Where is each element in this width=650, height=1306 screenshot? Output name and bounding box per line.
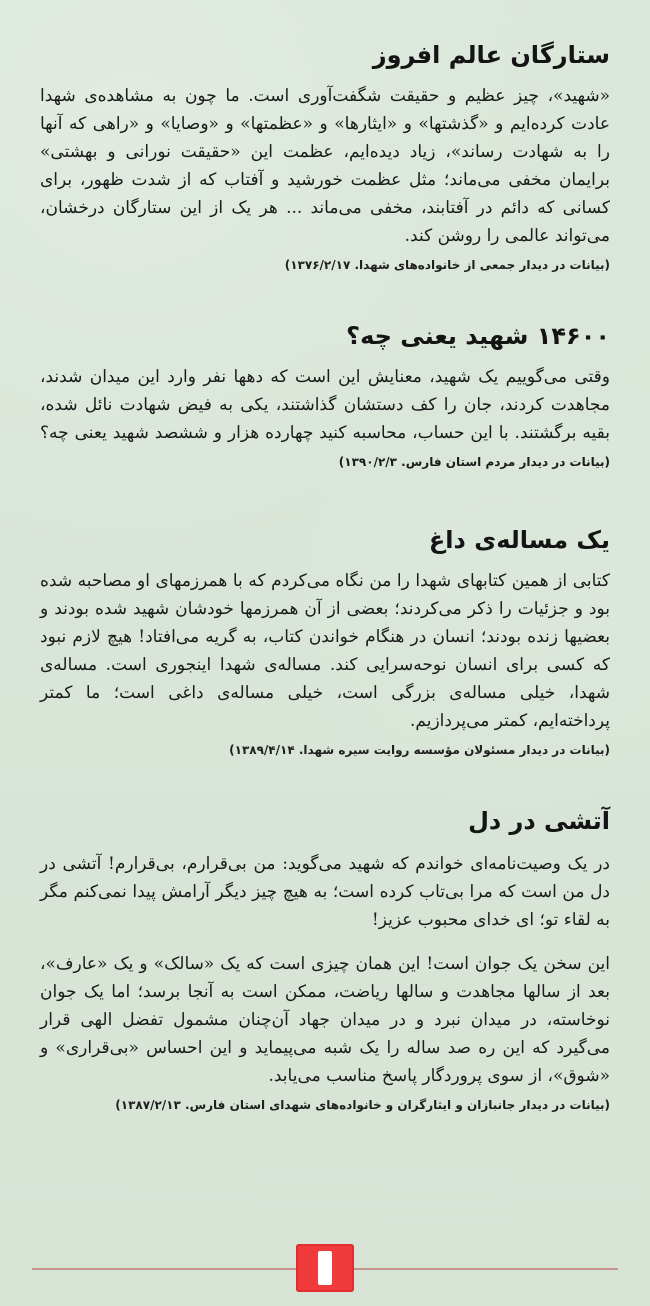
section-fire-in-heart	[40, 804, 610, 1114]
section-heading: یک مساله‌ی داغ	[428, 526, 610, 554]
paragraph-text: وقتی می‌گوییم یک شهید، معنایش این است که دهها نفر وارد این میدان شدند، مجاهدت کردند، جان را کف دستشان گذاشتند، یکی به فیض شهادت نائل شده، بقیه برگشتند. با این حساب، محاسبه کنید چهارده هزار و ششصد شهید یعنی چه؟	[40, 367, 610, 443]
section-paragraph: «شهید»، چیز عظیم و حقیقت شگفت‌آوری است. ما چون به مشاهده‌ی شهدا عادت کرده‌ایم و «گذشتها» و «ایثارها» و «عظمتها» و «وصایا» و «راهی که آنها را به شهادت رساند»، زیاد دیده‌ایم، عظمت این «حقیقت نورانی و بهشتی» برایمان مخفی می‌ماند؛ مثل عظمت خورشید و آفتاب که از شدت ظهور، برای کسانی که دائم در آفتابند، مخفی می‌ماند ... هر یک از این ستارگان درخشان، می‌تواند عالمی را روشن کند.	[40, 86, 610, 246]
source-citation: (بیانات در دیدار مسئولان مؤسسه روایت سیره شهدا. ۱۳۸۹/۴/۱۴)	[229, 743, 610, 757]
section-heading: آتشی در دل	[468, 807, 610, 835]
section-stargan	[40, 38, 610, 274]
section-heading: ستارگان عالم افروز	[372, 41, 610, 69]
section-paragraph: کتابی از همین کتابهای شهدا را من نگاه می‌کردم که با همرزمهای او مصاحبه شده بود و جزئیات را ذکر می‌کردند؛ بعضی از آن همرزمها خودشان شهید شده بودند و بعضیها زنده بودند؛ انسان در هنگام خواندن کتاب، به گریه می‌افتاد! هیچ لازم نبود که کسی برای انسان نوحه‌سرایی کند. مساله‌ی شهدا اینجوری است. مساله‌ی شهدا، خیلی مساله‌ی بزرگی است، خیلی مساله‌ی داغی است؛ ما کمتر پرداخته‌ایم، کمتر می‌پردازیم.	[40, 571, 610, 731]
section-paragraph: در یک وصیت‌نامه‌ای خواندم که شهید می‌گوید: من بی‌قرارم، بی‌قرارم! آتشی در دل من است که مرا بی‌تاب کرده است؛ به هیچ چیز دیگر آرامش پیدا نمی‌کنم مگر به لقاء تو؛ ای خدای محبوب عزیز!	[40, 854, 610, 930]
source-citation: (بیانات در دیدار جمعی از خانواده‌های شهدا. ۱۳۷۶/۲/۱۷)	[284, 258, 610, 272]
section-paragraph: این سخن یک جوان است! این همان چیزی است که یک «سالک» و یک «عارف»، بعد از سالها مجاهدت و سالها ریاضت، ممکن است به آنجا برسد؛ اما یک جوان نوخاسته، در میدان نبرد و در میدان جهاد آن‌چنان مشمول تفضل الهی قرار می‌گیرد که این ره صد ساله را یک شبه می‌پیماید و این احساس «بی‌قراری» و «شوق»، از سوی پروردگار پاسخ مناسب می‌یابد.	[40, 954, 610, 1086]
section-heading: ۱۴۶۰۰ شهید یعنی چه؟	[346, 322, 610, 350]
page-number	[322, 1263, 329, 1274]
section-14600	[40, 319, 610, 476]
section-hot-issue	[40, 523, 610, 759]
page-number-glyph	[318, 1251, 332, 1285]
source-citation: (بیانات در دیدار مردم استان فارس. ۱۳۹۰/۲/۳)	[338, 455, 610, 469]
source-citation: (بیانات در دیدار جانبازان و ایثارگران و خانواده‌های شهدای استان فارس. ۱۳۸۷/۲/۱۳)	[115, 1098, 610, 1112]
section-paragraph	[40, 363, 610, 476]
page-footer	[32, 1242, 618, 1296]
page-number-badge	[296, 1244, 354, 1292]
